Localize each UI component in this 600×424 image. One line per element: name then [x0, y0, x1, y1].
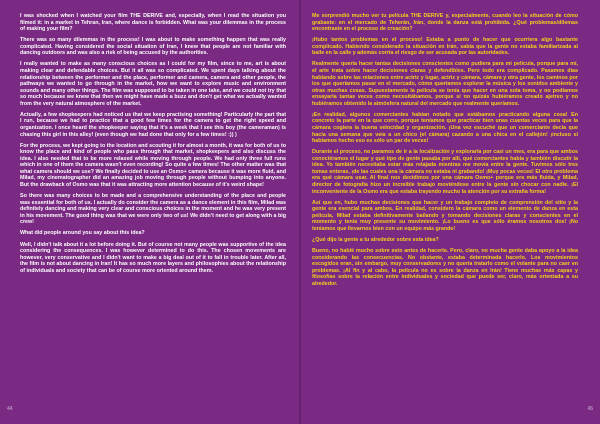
spanish-text-column — [312, 13, 578, 287]
page-number-right: 45 — [587, 406, 593, 412]
answer-paragraph: I really wanted to make as many conscious choices as I could for my film, since to me, art is about making clear and defendable choices. But it all was so complicated. We spent days talking about the relationship between the performer and the place, performer and camera, camera and other people, the pathways we wanted to go through in the market, how we want to explore music and environment sounds and many other things. The film was supposed to be taken in one take, and we could not try that so much because we knew that then we might have made a buzz and don't get what we actually wanted from the very natural atmosphere of the market. — [20, 61, 286, 107]
answer-paragraph: ¡Hubo tantos problemas en el proceso! Estaba a punto de hacer que ocurriera algo bastante complicado. Habiendo considerado la situación en Irán, sabía que la gente no estaba familiarizada al baile en la calle y además corría el riesgo de ser acusada por las autoridades. — [312, 37, 578, 57]
answer-paragraph: Durante el proceso, no paramos de ir a la localización y explorarla por casi un mes, era para que ambos conociéramos el lugar y qué tipo de gente pasaba por allí, qué comerciantes había y también discutir la idea. Yo también necesitaba estar más relajada mientras me movía entre la gente. Tuvimos sólo tres tomas enteras, ¡de las cuales una la cámara no estaba ni grabando! ¡Muy pocas veces! El otro problema era qué cámara usar. Al final nos decidimos por una cámara Osmo+ porque era más fluida, y Milad, director de fotografía hizo un increíble trabajo moviéndose entre la gente sin chocar con nadie. ¡El inconveniente de la Osmo era que estaba trayendo mucho la atención por su extraña forma! — [312, 149, 578, 195]
answer-paragraph: Bueno, no hablé mucho sobre esto antes de hacerlo. Pero, claro, no mucha gente daba apoyo a la idea considerando las consecuencias. No obstante, estaba determinada hacerlo. Los movimientos escogidos eran, sin embargo, muy conservadores y no quería tratarlo como el volante para no caer en problemas. ¡Al fin y al cabo, la película no es sobre la danza en Irán! Tiene muchas más capas y filosofías sobre la relación entre individuales y sociedad que puede ser, claro, más orientada a su alrededor. — [312, 248, 578, 287]
answer-paragraph: Well, I didn't talk about it a lot before doing it. But of course not many people was supportive of the idea considering the consequences. I was however determined to do this. The chosen movements are however, very conservative and I didn't want to make a big deal out of it to fall in trouble later. After all, the film is not about dancing in Iran! It has so much more layers and philosophies about the relationship of individuals and society that can be of course more oriented around them. — [20, 241, 286, 274]
page-number-left: 44 — [7, 406, 13, 412]
answer-paragraph: Actually, a few shopkeepers had noticed us that we keep practising something! Particularly the part that I run, because we had to practice that a good few times for the camera to get the right speed and organization. I once heard the shopkeeper saying that it's a week that I see this boy (the cameraman) is chasing this girl in this alley! (even though we had done that only for a few times! :)) ) — [20, 111, 286, 138]
question-paragraph: I was shocked when I watched your film THE DERIVE and, especially, when I read the situation you filmed it: in a market in Tehran, Iran, where dance is forbidden. What was your dilemmas in the process of making your film? — [20, 13, 286, 33]
english-text-column — [20, 13, 286, 274]
right-page-spanish — [300, 0, 600, 424]
answer-paragraph: ¡En realidad, algunos comerciantes habían notado que estábamos practicando alguna cosa! En concreto la parte en la que corro, porque teníamos que practicar bien unas cuantas veces para que la cámara cogiera la buena velocidad y organización. ¡Una vez escuché que un comerciante decía que hacía una semana que veía a un chico (el cámara) cazando a una chica en el callejón! ¡incluso si habíamos hecho eso es sólo un par de veces! — [312, 111, 578, 145]
answer-paragraph: Así que en, hubo muchas decisiones que hacer y un trabajo completo de comprensión del sitio y la gente era esencial para ambos. En realidad, considero la cámara como un elemento de danza en esta película, Milad estaba definitivamente bailando y tomando decisiones claras y conscientes en el momento y tenía muy presente su movimiento. ¡Lo bueno es que sólo éramos nosotros dos! ¡No teníamos que llevarnos bien con un equipo más grande! — [312, 199, 578, 232]
answer-paragraph: There was so many dilemmas in the process! I was about to make something happen that was really complicated. Having considered the social situation of Iran, I knew that people are not familiar with dancing outdoors and was also a risk of being accused by the authorities. — [20, 37, 286, 57]
question-paragraph: ¿Qué dijo la gente a tu alrededor sobre esta idea? — [312, 236, 439, 243]
question-paragraph: What did people around you say about this idea? — [20, 230, 145, 237]
answer-paragraph: So there was many choices to be made and a comprehensive understanding of the place and people was essential for both of us. I actually do consider the camera as a dance element in this film, Milad was definitely dancing and making very clear and conscious choices in the moment and he was very present in his movement. The good thing was that we were only two of us! We didn't need to get along with a big crew! — [20, 193, 286, 226]
answer-paragraph: Realmente quería hacer tantas decisiones conscientes como pudiera para mi película, porque para mí, el arte trata sobre hacer decisiones claras y defendibles. Pero todo era complicado. Pasamos días hablando sobre las relaciones entre actriz y lugar, actriz y cámara, cámara y otra gente, los caminos por los que queríamos pasar en el mercado, cómo queríamos explorar la música y los sonidos ambiente y otras muchas cosas. Supuestamente la película se tenía que hacer en una sola toma, y no podíamos ensayarla tantas veces como necesitábamos, porque si no quizás hubiéramos creado ajetreo y no hubiéramos obtenido la atmósfera natural del mercado que realmente queríamos. — [312, 61, 578, 107]
question-paragraph: Me sorprendió mucho ver tu película THE DERIVE y, especialmente, cuando leo la situación de cómo grabaste: en el mercado de Teherán, Irán, donde la danza está prohibida. ¿Qué problemas/dilemas encontraste en el proceso de creación? — [312, 13, 578, 33]
answer-paragraph: For the process, we kept going to the location and scouting it for almost a month, it was for both of us to know the place and kind of people who pass through that market, shopkeepers and also discuss the idea. I also needed that to be more relaxed while moving through people. We had only three full runs which in one of them the camera wasn't even recording! So quite a few times! The other matter was that what camera should we use? We finally decided to use an Osmo+ camera because it was more fluid, and Milad, my cinematographer did an amazing job moving through people without bumping into anyone. But the drawback of Osmo was that it was attracting more attention because of it's weird shape! — [20, 142, 287, 188]
